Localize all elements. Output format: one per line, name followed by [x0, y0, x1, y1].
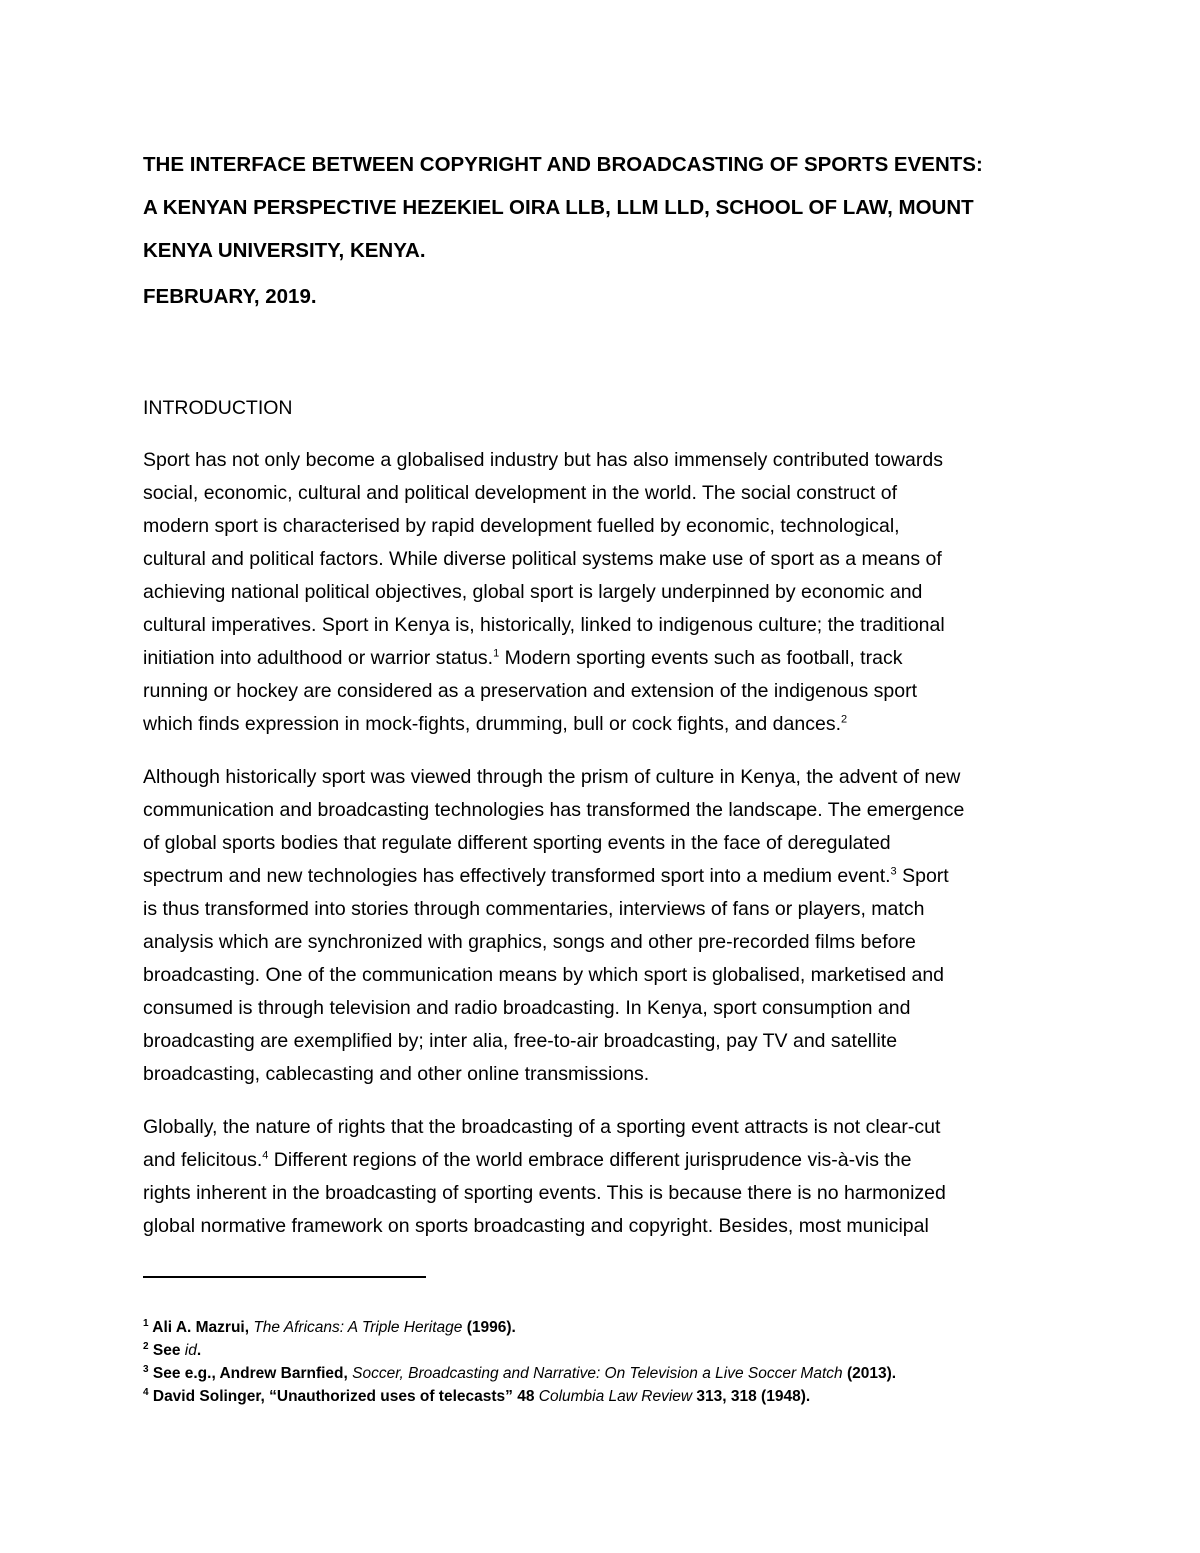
footnote-4 — [143, 1385, 1058, 1408]
title-line: KENYA UNIVERSITY, KENYA. — [143, 239, 426, 262]
text-segment: which finds expression in mock-fights, drumming, bull or cock fights, and dances. — [143, 713, 841, 735]
text-line: Although historically sport was viewed through the prism of culture in Kenya, the advent of new — [143, 766, 961, 788]
text-line: broadcasting. One of the communication means by which sport is globalised, marketised and — [143, 964, 945, 986]
text-line: rights inherent in the broadcasting of sporting events. This is because there is no harmonized — [143, 1182, 946, 1204]
footnote-number: 1 — [143, 1318, 149, 1329]
text-segment: Sport — [896, 865, 949, 887]
footnote-italic-title: id — [184, 1342, 197, 1359]
document-title — [143, 143, 1058, 272]
title-line: A KENYAN PERSPECTIVE HEZEKIEL OIRA LLB, LLM LLD, SCHOOL OF LAW, MOUNT — [143, 196, 974, 219]
text-line: consumed is through television and radio broadcasting. In Kenya, sport consumption and — [143, 997, 911, 1019]
footnote-ref-2[interactable]: 2 — [840, 713, 848, 726]
footnote-2 — [143, 1339, 1058, 1362]
text-line: Globally, the nature of rights that the broadcasting of a sporting event attracts is not clear-cut — [143, 1116, 941, 1138]
text-line — [143, 860, 1058, 893]
paragraph-introduction-2 — [143, 761, 1058, 1091]
text-line: broadcasting, cablecasting and other online transmissions. — [143, 1063, 650, 1085]
footnote-text: See e.g., Andrew Barnfied, — [148, 1365, 353, 1382]
text-line — [143, 708, 1058, 741]
text-segment: Different regions of the world embrace different jurisprudence vis-à-vis the — [268, 1149, 912, 1171]
text-line: cultural and political factors. While diverse political systems make use of sport as a means of — [143, 548, 942, 570]
text-line: Sport has not only become a globalised industry but has also immensely contributed towards — [143, 449, 943, 471]
footnote-text: (1996). — [462, 1319, 516, 1336]
footnote-text: Ali A. Mazrui, — [148, 1319, 254, 1336]
footnote-text: (2013). — [842, 1365, 897, 1382]
text-line: modern sport is characterised by rapid development fuelled by economic, technological, — [143, 515, 900, 537]
footnote-italic-title: Soccer, Broadcasting and Narrative: On Television a Live Soccer Match — [352, 1365, 843, 1382]
footnote-number: 3 — [143, 1364, 149, 1375]
text-line: cultural imperatives. Sport in Kenya is, historically, linked to indigenous culture; the traditional — [143, 614, 945, 636]
footnote-number: 4 — [143, 1387, 149, 1398]
section-heading: INTRODUCTION — [143, 397, 293, 419]
text-line: running or hockey are considered as a preservation and extension of the indigenous sport — [143, 680, 917, 702]
footnote-separator — [143, 1276, 426, 1278]
document-date: FEBRUARY, 2019. — [143, 285, 317, 308]
text-line: is thus transformed into stories through commentaries, interviews of fans or players, match — [143, 898, 925, 920]
text-line — [143, 642, 1058, 675]
footnotes — [143, 1316, 1058, 1408]
footnote-text: See — [148, 1342, 185, 1359]
footnote-3 — [143, 1362, 1058, 1385]
footnote-italic-title: Columbia Law Review — [538, 1388, 693, 1405]
paragraph-introduction-3 — [143, 1111, 1058, 1243]
text-line: of global sports bodies that regulate different sporting events in the face of deregulated — [143, 832, 891, 854]
footnote-ref-3[interactable]: 3 — [890, 865, 897, 878]
text-line: communication and broadcasting technologies has transformed the landscape. The emergence — [143, 799, 965, 821]
footnote-italic-title: The Africans: A Triple Heritage — [253, 1319, 463, 1336]
footnote-ref-1[interactable]: 1 — [493, 647, 500, 660]
text-segment: spectrum and new technologies has effectively transformed sport into a medium event. — [143, 865, 891, 887]
paragraph-introduction-1 — [143, 444, 1058, 741]
text-segment: and felicitous. — [143, 1149, 263, 1171]
text-line: analysis which are synchronized with graphics, songs and other pre-recorded films before — [143, 931, 916, 953]
footnote-ref-4[interactable]: 4 — [262, 1149, 269, 1162]
text-line: global normative framework on sports broadcasting and copyright. Besides, most municipal — [143, 1215, 929, 1237]
footnote-1 — [143, 1316, 1058, 1339]
text-line — [143, 1144, 1058, 1177]
footnote-text: . — [196, 1342, 202, 1359]
text-segment: Modern sporting events such as football, track — [499, 647, 903, 669]
footnote-text: David Solinger, “Unauthorized uses of telecasts” 48 — [148, 1388, 539, 1405]
title-line: THE INTERFACE BETWEEN COPYRIGHT AND BROADCASTING OF SPORTS EVENTS: — [143, 153, 983, 176]
footnote-number: 2 — [143, 1341, 149, 1352]
text-line: social, economic, cultural and political development in the world. The social construct of — [143, 482, 898, 504]
text-segment: initiation into adulthood or warrior status. — [143, 647, 494, 669]
text-line: broadcasting are exemplified by; inter alia, free-to-air broadcasting, pay TV and satellite — [143, 1030, 898, 1052]
footnote-text: 313, 318 (1948). — [692, 1388, 811, 1405]
text-line: achieving national political objectives, global sport is largely underpinned by economic and — [143, 581, 923, 603]
